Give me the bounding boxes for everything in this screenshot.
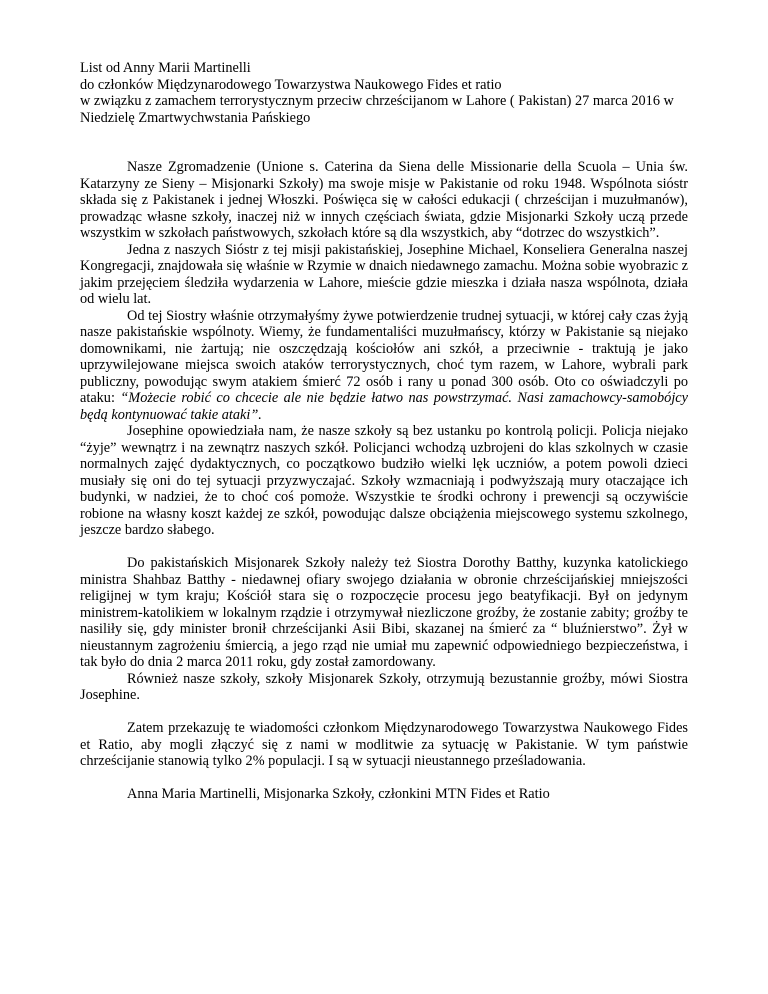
paragraph-situation	[80, 308, 688, 424]
letter-body	[80, 159, 688, 770]
paragraph-police: Josephine opowiedziała nam, że nasze szkoły są bez ustanku po kontrolą policji. Policja niejako “żyje” wewnątrz i na zewnątrz naszych szkół. Policjanci wchodzą uzbrojeni do klas szkolnych w czasie normalnych zajęć dydaktycznych, co początkowo budziło wielki lęk uczniów, a potem powoli dzieci musiały się oni do tej sytuacji przyzwyczajać. Szkoły wzmacniają i podwyższają mury otaczające ich budynki, w nadziei, że to choć coś pomoże. Wszystkie te środki ochrony i prewencji są oczywiście robione na własny koszt każdej ze szkół, powodując dalsze obciążenia miejscowego systemu szkolnego, jeszcze bardzo słabego.	[80, 423, 688, 538]
letter-signature: Anna Maria Martinelli, Misjonarka Szkoły, członkini MTN Fides et Ratio	[127, 786, 550, 802]
letter-heading	[80, 60, 688, 126]
paragraph-congregation: Nasze Zgromadzenie (Unione s. Caterina da Siena delle Missionarie della Scuola – Unia św. Katarzyny ze Sieny – Misjonarki Szkoły) ma swoje misje w Pakistanie od roku 1948. Wspólnota sióstr składa się z Pakistanek i jednej Włoszki. Poświęca się w całości edukacji ( chrześcijan i muzułmanów), prowadząc własne szkoły, inaczej niż w innych częściach świata, gdzie Misjonarki Szkoły uczą przede wszystkim w szkołach państwowych, szkołach które są dla wszystkich, aby “dotrzec do wszystkich”.	[80, 159, 688, 241]
terrorist-quote: “Możecie robić co chcecie ale nie będzie łatwo nas powstrzymać. Nasi zamachowcy-samobójcy będą kontynuować takie ataki”.	[80, 390, 688, 423]
heading-line-recipients: do członków Międzynarodowego Towarzystwa Naukowego Fides et ratio	[80, 76, 502, 93]
heading-line-occasion: w związku z zamachem terrorystycznym przeciw chrześcijanom w Lahore ( Pakistan) 27 marca 2016 w Niedzielę Zmartwychwstania Pańskiego	[80, 93, 674, 126]
paragraph-threats: Również nasze szkoły, szkoły Misjonarek Szkoły, otrzymują bezustannie groźby, mówi Siostra Josephine.	[80, 670, 688, 703]
paragraph-dorothy: Do pakistańskich Misjonarek Szkoły należy też Siostra Dorothy Batthy, kuzynka katolickiego ministra Shahbaz Batthy - niedawnej ofiary swojego działania w obronie chrześcijańskiej mniejszości religijnej w tym kraju; Kościół stara się o rozpoczęcie procesu jego beatyfikacji. Był on jedynym ministrem-katolikiem w lokalnym rządzie i otrzymywał niezliczone groźby, że zostanie zabity; groźby te nasiliły się, gdy minister bronił chrześcijanki Asii Bibi, skazanej na śmierć za “ bluźnierstwo”. Żył w nieustannym zagrożeniu śmiercią, a jego rząd nie umiał mu zapewnić odpowiedniego bezpieczeństwa, i tak było do dnia 2 marca 2011 roku, gdy został zamordowany.	[80, 555, 688, 670]
document-page	[80, 60, 688, 803]
paragraph-josephine: Jedna z naszych Sióstr z tej misji pakistańskiej, Josephine Michael, Konseliera Generalna naszej Kongregacji, znajdowała się właśnie w Rzymie w dnaich niedawnego zamachu. Można sobie wyobrazic z jakim przejęciem śledziła wydarzenia w Lahore, mieście gdzie mieszka i działa nasza wspólnota, działa od wielu lat.	[80, 241, 688, 307]
heading-line-author: List od Anny Marii Martinelli	[80, 60, 251, 76]
paragraph-prayer: Zatem przekazuję te wiadomości członkom Międzynarodowego Towarzystwa Naukowego Fides et Ratio, aby mogli złączyć się z nami w modlitwie za sytuację w Pakistanie. W tym państwie chrześcijanie stanowią tylko 2% populacji. I są w sytuacji nieustannego prześladowania.	[80, 720, 688, 769]
paragraph-situation-text: Od tej Siostry właśnie otrzymałyśmy żywe potwierdzenie trudnej sytuacji, w której cały czas żyją nasze pakistańskie wspólnoty. Wiemy, że fundamentaliści muzułmańscy, którzy w Pakistanie są niejako domownikami, nie żartują; nie oszczędzają kościołów ani szkół, a przeciwnie - traktują je jako uprzywilejowane miejsca swoich ataków terrorystycznych, choć tym razem, w Lahore, wybrali park publiczny, powodując swym atakiem śmierć 72 osób i rany u ponad 300 osób. Oto co oświadczyli po ataku:	[80, 307, 688, 406]
